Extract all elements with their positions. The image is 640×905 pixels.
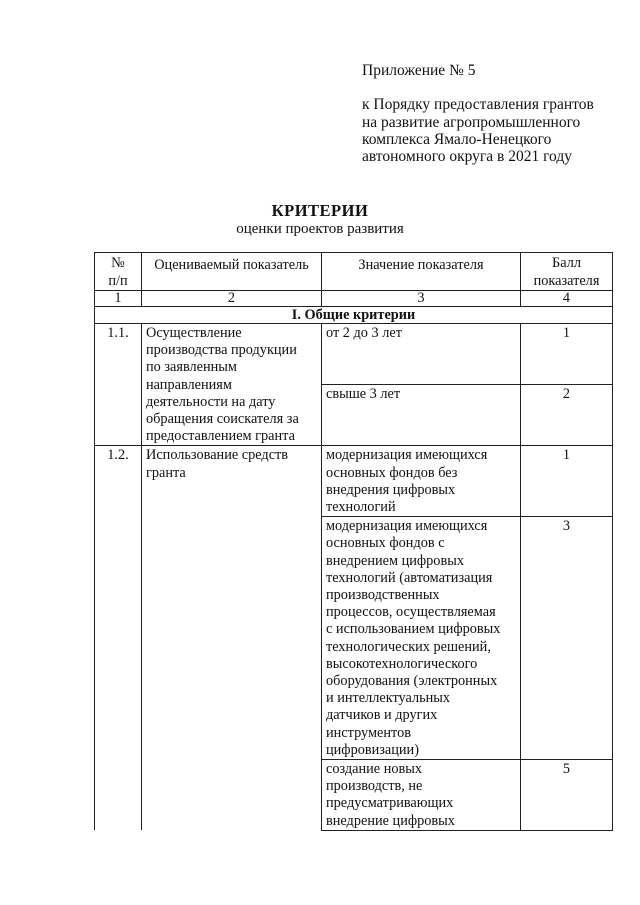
- score-cell: 5: [521, 760, 613, 831]
- column-number: 2: [142, 291, 322, 307]
- header-indicator: Оцениваемый показатель: [142, 253, 322, 291]
- section-title: I. Общие критерии: [95, 307, 613, 324]
- value-cell: свыше 3 лет: [322, 385, 521, 446]
- header-num-abbr: п/п: [108, 272, 128, 289]
- indicator-line: по заявленным: [146, 359, 237, 376]
- header-score: [521, 253, 613, 291]
- indicator-cell: [142, 446, 322, 830]
- appendix-line: на развитие агропромышленного: [362, 113, 581, 131]
- header-value: Значение показателя: [322, 253, 521, 291]
- value-line: и интеллектуальных: [326, 690, 451, 707]
- value-line: инструментов: [326, 724, 411, 741]
- appendix-line: автономного округа в 2021 году: [362, 148, 572, 166]
- value-line: модернизация имеющихся: [326, 447, 488, 464]
- column-number: 4: [521, 291, 613, 307]
- value-line: внедрение цифровых: [326, 812, 455, 829]
- header-score-line2: показателя: [533, 272, 600, 289]
- value-cell: [322, 760, 521, 831]
- indicator-line: деятельности на дату: [146, 393, 276, 410]
- value-line: технологий: [326, 499, 396, 516]
- document-subtitle: оценки проектов развития: [236, 221, 404, 237]
- value-line: технологических решений,: [326, 638, 491, 655]
- value-line: предусматривающих: [326, 795, 454, 812]
- score-cell: 3: [521, 517, 613, 760]
- document-title: КРИТЕРИИ: [271, 201, 369, 220]
- header-score-line1: Балл: [552, 255, 581, 272]
- value-line: основных фондов с: [326, 535, 445, 552]
- score-cell: 2: [521, 385, 613, 446]
- indicator-line: производства продукции: [146, 342, 297, 359]
- indicator-cell: [142, 324, 322, 446]
- appendix-block: [362, 62, 594, 165]
- table-row: [95, 324, 613, 385]
- header-num-symbol: №: [111, 255, 125, 272]
- header-num: [95, 253, 142, 291]
- criteria-table: [94, 252, 613, 831]
- appendix-line: комплекса Ямало-Ненецкого: [362, 130, 552, 148]
- score-cell: 1: [521, 446, 613, 517]
- table-row: [95, 446, 613, 517]
- appendix-line: к Порядку предоставления грантов: [362, 96, 594, 114]
- value-line: основных фондов без: [326, 464, 458, 481]
- value-cell: от 2 до 3 лет: [322, 324, 521, 385]
- indicator-line: гранта: [146, 464, 186, 481]
- value-cell: [322, 517, 521, 760]
- score-cell: 1: [521, 324, 613, 385]
- row-number: 1.1.: [95, 324, 142, 446]
- value-line: производственных: [326, 587, 440, 604]
- value-line: создание новых: [326, 761, 423, 778]
- indicator-line: направлениям: [146, 376, 232, 393]
- indicator-line: предоставлением гранта: [146, 428, 295, 445]
- value-line: производств, не: [326, 778, 423, 795]
- column-number: 1: [95, 291, 142, 307]
- value-line: технологий (автоматизация: [326, 569, 493, 586]
- appendix-number: Приложение № 5: [362, 62, 476, 79]
- header-row: [95, 253, 613, 291]
- indicator-line: обращения соискателя за: [146, 411, 299, 428]
- value-cell: [322, 446, 521, 517]
- value-line: с использованием цифровых: [326, 621, 501, 638]
- value-line: внедрением цифровых: [326, 552, 464, 569]
- section-row: [95, 307, 613, 324]
- value-line: модернизация имеющихся: [326, 518, 488, 535]
- value-line: цифровизации): [326, 741, 419, 758]
- indicator-line: Осуществление: [146, 325, 242, 341]
- value-line: высокотехнологического: [326, 655, 478, 672]
- indicator-line: Использование средств: [146, 447, 289, 464]
- value-line: процессов, осуществляемая: [326, 604, 496, 621]
- row-number: 1.2.: [95, 446, 142, 830]
- column-number-row: [95, 291, 613, 307]
- value-line: оборудования (электронных: [326, 673, 498, 690]
- value-line: внедрения цифровых: [326, 481, 456, 498]
- column-number: 3: [322, 291, 521, 307]
- value-line: датчиков и других: [326, 707, 438, 724]
